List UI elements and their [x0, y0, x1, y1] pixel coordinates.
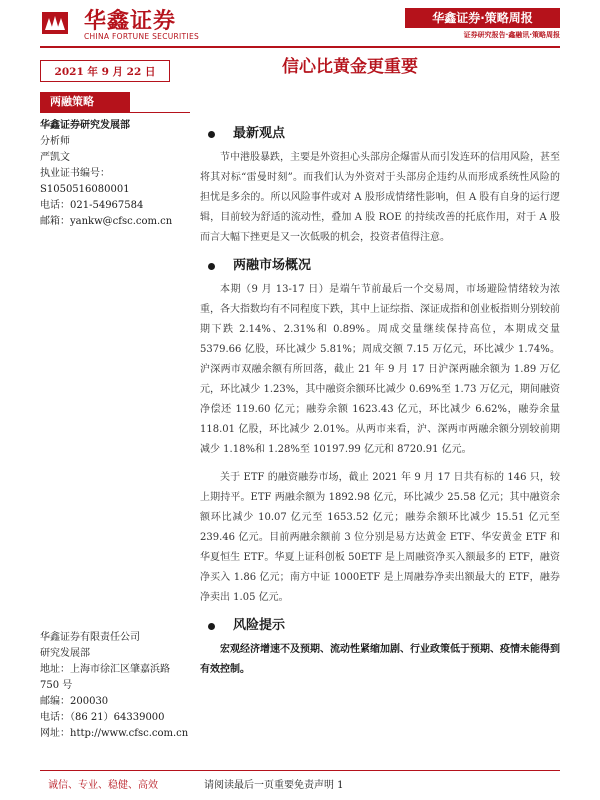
brand-name-en: CHINA FORTUNE SECURITIES — [84, 32, 200, 41]
analyst-cert: 执业证书编号：S1050516080001 — [40, 168, 130, 195]
analyst-role: 分析师 — [40, 136, 70, 147]
company-website[interactable]: 网址：http://www.cfsc.com.cn — [40, 728, 189, 739]
company-info — [40, 630, 190, 742]
analyst-email[interactable]: 邮箱：yankw@cfsc.com.cn — [40, 216, 173, 227]
footer-disclaimer-notice: 请阅读最后一页重要免责声明 1 — [204, 780, 344, 791]
company-address: 地址：上海市徐汇区肇嘉浜路 750 号 — [40, 664, 170, 691]
report-date: 2021 年 9 月 22 日 — [40, 60, 170, 82]
company-phone: 电话：（86 21）64339000 — [40, 712, 165, 723]
report-subtitle: 证券研究报告·鑫融讯·策略周报 — [463, 31, 560, 39]
bullet-icon — [208, 623, 215, 630]
section-views-heading — [200, 124, 560, 144]
main-content — [200, 120, 560, 680]
views-paragraph: 节中港股暴跌，主要是外资担心头部房企爆雷从而引发连环的信用风险，甚至将其对标“雷曼时刻”。而我们认为外资对于头部房企违约从而形成系统性风险的担忧是多余的。所以风险事件或对 A 股形成情绪性影响，但 A 股有自身的运行逻辑，目前较为舒适的流动性，叠加 A 股 ROE 的持续改善的托底作用，对于 A 股而言大幅下挫更是又一次低吸的机会，投资者值得注意。 — [200, 152, 560, 243]
bullet-icon — [208, 131, 215, 138]
footer-slogan: 诚信、专业、稳健、高效 — [48, 780, 158, 791]
brand-name-cn: 华鑫证券 — [84, 9, 177, 34]
section-market-heading — [200, 256, 560, 276]
section-risk-title: 风险提示 — [233, 618, 286, 633]
analyst-phone: 电话：021-54967584 — [40, 200, 144, 211]
report-title: 信心比黄金更重要 — [282, 57, 418, 77]
company-postcode: 邮编：200030 — [40, 696, 109, 707]
company-name: 华鑫证券有限责任公司 — [40, 632, 140, 643]
tag-underline — [40, 112, 190, 113]
report-type-banner: 华鑫证券·策略周报 — [405, 8, 560, 28]
company-logo-icon — [40, 8, 70, 38]
section-risk-heading — [200, 616, 560, 636]
analyst-info — [40, 118, 195, 230]
section-views-title: 最新观点 — [233, 126, 286, 141]
analyst-org: 华鑫证券研究发展部 — [40, 120, 130, 131]
risk-paragraph: 宏观经济增速不及预期、流动性紧缩加剧、行业政策低于预期、疫情未能得到有效控制。 — [200, 644, 560, 675]
market-paragraph-1: 本期（9 月 13-17 日）是端午节前最后一个交易周，市场避险情绪较为浓重，各大指数均有不同程度下跌，其中上证综指、深证成指和创业板指则分别较前期下跌 2.14%、2.31%和 0.89%。周成交量继续保持高位，本期成交量 5379.66 亿股，环比减少 5.81%；周成交额 7.15 万亿元，环比减少 1.74%。沪深两市双融余额有所回落，截止 21 年 9 月 17 日沪深两融余额为 1.89 万亿元，环比减少 1.23%，其中融资余额环比减少 0.69%至 1.73 万亿元，期间融资净偿还 119.60 亿元；融券余额 1623.43 亿元，环比减少 6.62%，融券余量 118.01 亿股，环比减少 2.01%。从两市来看，沪、深两市两融余额分别较前期减少 1.18%和 1.28%至 10197.99 亿元和 8720.91 亿元。 — [200, 284, 560, 455]
bullet-icon — [208, 263, 215, 270]
company-dept: 研究发展部 — [40, 648, 90, 659]
category-tag: 两融策略 — [40, 92, 130, 112]
footer-divider — [40, 770, 560, 771]
section-market-title: 两融市场概况 — [233, 258, 312, 273]
market-paragraph-2: 关于 ETF 的融资融券市场，截止 2021 年 9 月 17 日共有标的 146 只，较上期持平。ETF 两融余额为 1892.98 亿元，环比减少 25.58 亿元；其中融资余额环比减少 10.07 亿元至 1653.52 亿元；融券余额环比减少 15.51 亿元至 239.46 亿元。目前两融余额前 3 位分别是易方达黄金 ETF、华安黄金 ETF 和华夏恒生 ETF。华夏上证科创板 50ETF 是上周融资净买入额最多的 ETF，融资净买入 1.86 亿元；南方中证 1000ETF 是上周融券净卖出额最大的 ETF，融券净卖出 1.05 亿元。 — [200, 472, 560, 603]
header-divider — [40, 46, 560, 48]
analyst-name: 严凯文 — [40, 152, 70, 163]
